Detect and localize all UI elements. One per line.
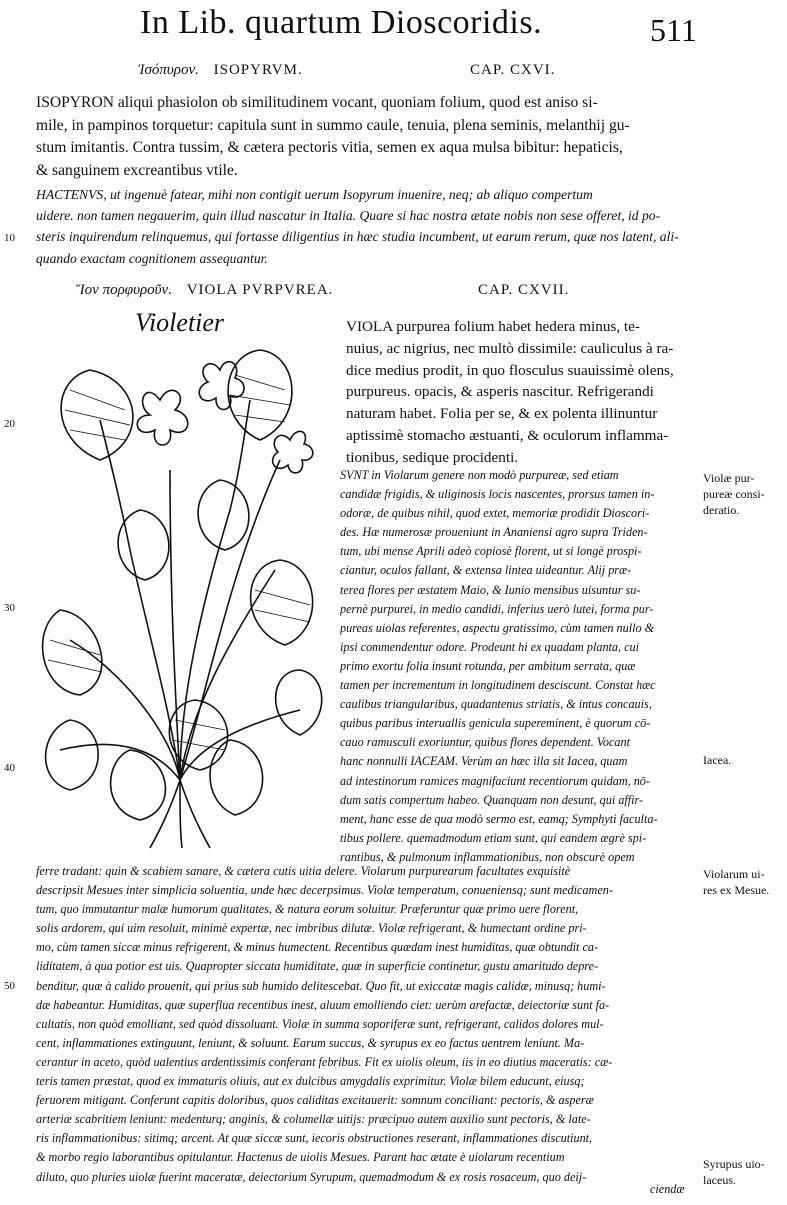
text-line: cerantur in aceto, quòd ualentius ardentissimis conferant febribus. Fit ex uiolis oleum, iis in eo diutius maceratis: cæ- [36, 1054, 613, 1069]
text-line: dice medius prodit, in quo flosculus suauissimè olens, [346, 361, 674, 379]
text-line: primo exortu folia insunt rotunda, per ambitum serrata, quæ [340, 658, 636, 673]
text-line: ISOPYRON aliqui phasiolon ob similitudinem vocant, quoniam folium, quod est aniso si- [36, 94, 598, 111]
text-line: terea flores per æstatem Maio, & Iunio mensibus uisuntur su- [340, 582, 641, 597]
text-line: dum satis compertum habeo. Quanquam non desunt, qui affir- [340, 792, 644, 807]
text-line: quando exactam cognitionem assequantur. [36, 250, 268, 266]
text-line: ris inflammationibus: sitimq; arcent. At quæ siccæ sunt, iecoris obstructiones reserant, inflammationes discutiunt, [36, 1131, 593, 1146]
text-line: Iacea. [703, 753, 732, 767]
text-line: solis ardorem, qui uim resoluit, minimè expertæ, nec imbribus dilutæ. Violæ refrigerant, & humectant ordine pri- [36, 921, 587, 936]
text-line: tum, quo immutantur malæ humorum qualitates, & natura eorum soluitur. Præferuntur quæ primo uere florent, [36, 902, 579, 917]
text-line: stum imitantis. Contra tussim, & cætera pectoris vitia, semen ex aqua mulsa bibitur: hepaticis, [36, 139, 623, 156]
chapter-117-heading [76, 282, 333, 299]
text-line: odoræ, de quibus nihil, quod extet, memoriæ prodidit Dioscori- [340, 506, 650, 521]
text-line: hanc nonnulli IACEAM. Verùm an hæc illa sit Iacea, quam [340, 754, 628, 769]
greek-title: Ἰσόπυρον. [138, 62, 199, 78]
text-line: VIOLA purpurea folium habet hedera minus, te- [346, 318, 640, 335]
chapter-116-number: CAP. CXVI. [470, 62, 556, 78]
line-number: 40 [4, 762, 15, 774]
text-line: deratio. [703, 503, 740, 517]
text-line: tamen per incrementum in longitudinem desciscunt. Constat hæc [340, 678, 656, 693]
chapter-116-heading [138, 62, 303, 79]
text-line: pureas uiolas referentes, aspectu gratissimo, cùm tamen nullo & [340, 620, 655, 635]
margin-note [703, 1156, 785, 1188]
text-line: ment, hanc esse de qua modò sermo est, eamq; Symphyti faculta- [340, 811, 658, 826]
text-line: caulibus triangularibus, quadantenus striatis, & intus concauis, [340, 697, 652, 712]
text-line: ferre tradant: quin & scabiem sanare, & cætera cutis uitia delere. Violarum purpurearum facultates exquisitè [36, 864, 571, 878]
line-number: 10 [4, 232, 15, 244]
text-line: aptissimè stomacho æstuanti, & oculorum inflamma- [346, 426, 669, 444]
page-number: 511 [650, 12, 697, 48]
text-line: res ex Mesue. [703, 883, 770, 897]
text-line: uidere. non tamen negauerim, quin illud nascatur in Italia. Quare si hac nostra ætate nobis non sese offeret, id po- [36, 208, 661, 224]
text-line: ciantur, oculos fallant, & extensa lintea uideantur. Alij præ- [340, 563, 632, 578]
latin-title: VIOLA PVRPVREA. [186, 282, 334, 298]
text-line: mo, cùm tamen siccæ minus refrigerent, & minus humectent. Recentibus quædam inest humiditas, quæ obtundit ca- [36, 940, 599, 955]
viola-description [346, 316, 691, 469]
greek-title: Ἴον πορφυροῦν. [76, 282, 172, 298]
text-line: rantibus, & pulmonum inflammationibus, non obscurè opem [340, 849, 635, 864]
text-line: mile, in pampinos torquetur: capitula sunt in summo caule, tenuia, plena seminis, melanthij gu- [36, 116, 630, 134]
text-line: diluto, quo pluries uiolæ fuerint maceratæ, deiectorium Syrupum, quemadmodum & ex rosis rosaceum, quo deij- [36, 1169, 587, 1184]
figure-caption: Violetier [135, 308, 225, 337]
text-line: pureæ consi- [703, 487, 765, 501]
viola-commentary-column [340, 466, 695, 867]
text-line: liditatem, à qua potior est uis. Quapropter siccata humiditate, quæ in superficie continetur, gustu amaritudo depre- [36, 959, 599, 974]
chapter-117-number: CAP. CXVII. [478, 282, 570, 298]
text-line: ad intestinorum ramices magnifaciunt recentiorum quidam, nō- [340, 773, 650, 788]
text-line: ipsi commendentur odore. Prodeunt hi ex quadam planta, cui [340, 639, 639, 654]
text-line: cent, inflammationes extinguunt, leniunt, & soluunt. Earum succus, & syrupus ex eo factus uentrem leniunt. Ma- [36, 1035, 585, 1050]
text-line: steris inquirendum relinquemus, qui fortasse diligentius in hæc studia incumbent, ut earum rerum, quæ nos latent, ali- [36, 229, 679, 245]
margin-note [703, 752, 785, 768]
text-line: SVNT in Violarum genere non modò purpureæ, sed etiam [340, 468, 619, 482]
text-line: des. Hæ numerosæ proueniunt in Ananiensi agro supra Triden- [340, 525, 648, 540]
text-line: tum, ubi mense Aprili adeò copiosè florent, ut si longè prospi- [340, 544, 642, 559]
line-number: 50 [4, 980, 15, 992]
text-line: tionibus, sedique procidenti. [346, 448, 519, 466]
text-line: tibus pollere. quemadmodum etiam sunt, qui eandem ægrè spi- [340, 830, 647, 845]
text-line: descripsit Mesues inter simplicia soluentia, unde hæc decerpsimus. Violæ temperatum, conueniensq; sunt medicamen- [36, 883, 613, 898]
text-line: arteriæ scabritiem leniunt: medenturq; anginis, & columellæ uitijs: præcipuo autem auxilio sunt pectoris, & late- [36, 1112, 591, 1127]
text-line: cauo ramusculi exoriuntur, quibus flores dependent. Vocant [340, 735, 630, 750]
text-line: cultatis, non quòd emolliant, sed quòd dissoluant. Violæ in summa soporiferæ sunt, refrigerant, calidos dolores mul- [36, 1016, 604, 1031]
margin-note [703, 866, 785, 898]
text-line: purpureus. opacis, & asperis nascitur. Refrigerandi [346, 383, 654, 401]
viola-woodcut-illustration [30, 310, 330, 850]
text-line: dæ habeantur. Humiditas, quæ superflua recentibus inest, aluum emolliendo ciet: uerùm arefactæ, deiectoriæ sunt fa- [36, 997, 610, 1012]
text-line: pernè purpurei, in medio candidi, inferius uerò lutei, forma pur- [340, 601, 654, 616]
running-head: In Lib. quartum Dioscoridis. [140, 4, 543, 41]
viola-commentary-full [36, 862, 696, 1187]
line-number: 30 [4, 602, 15, 614]
text-line: HACTENVS, ut ingenuè fatear, mihi non contigit uerum Isopyrum inuenire, neq; ab aliquo compertum [36, 187, 593, 202]
text-line: laceus. [703, 1173, 736, 1187]
text-line: candidæ frigidis, & uliginosis locis nascentes, prorsus tamen in- [340, 487, 655, 502]
text-line: Violæ pur- [703, 471, 755, 485]
text-line: feruorem mitigant. Conferunt capitis doloribus, quos caliditas excitauerit: somnum conciliant: pectoris, & asperæ [36, 1093, 594, 1108]
isopyrum-commentary [36, 184, 691, 269]
line-number: 20 [4, 418, 15, 430]
text-line: & sanguinem excreantibus vtile. [36, 161, 238, 179]
margin-note [703, 470, 785, 518]
text-line: Syrupus uio- [703, 1157, 765, 1171]
text-line: teris tamen præstat, quod ex immaturis oliuis, aut ex dulcibus amygdalis exprimitur. Violæ bilem educunt, eiusq; [36, 1074, 585, 1089]
text-line: quibus paribus interuallis genicula supereminent, è quorum cō- [340, 716, 651, 731]
text-line: naturam habet. Folia per se, & ex polenta illinuntur [346, 405, 658, 423]
text-line: & morbo regio laborantibus opitulantur. Hactenus de uiolis Mesues. Parant hac ætate è uiolarum recentium [36, 1150, 565, 1165]
catchword: ciendæ [650, 1182, 685, 1196]
text-line: Violarum ui- [703, 867, 765, 881]
text-line: nuius, ac nigrius, nec multò dissimile: cauliculus à ra- [346, 339, 674, 357]
text-line: benditur, quæ à calido prouenit, qui prius sub humido delitescebat. Quo fit, ut exiccatæ magis calidæ, minusq; humi- [36, 978, 606, 993]
isopyrum-description [36, 92, 691, 182]
latin-title: ISOPYRVM. [213, 62, 303, 78]
